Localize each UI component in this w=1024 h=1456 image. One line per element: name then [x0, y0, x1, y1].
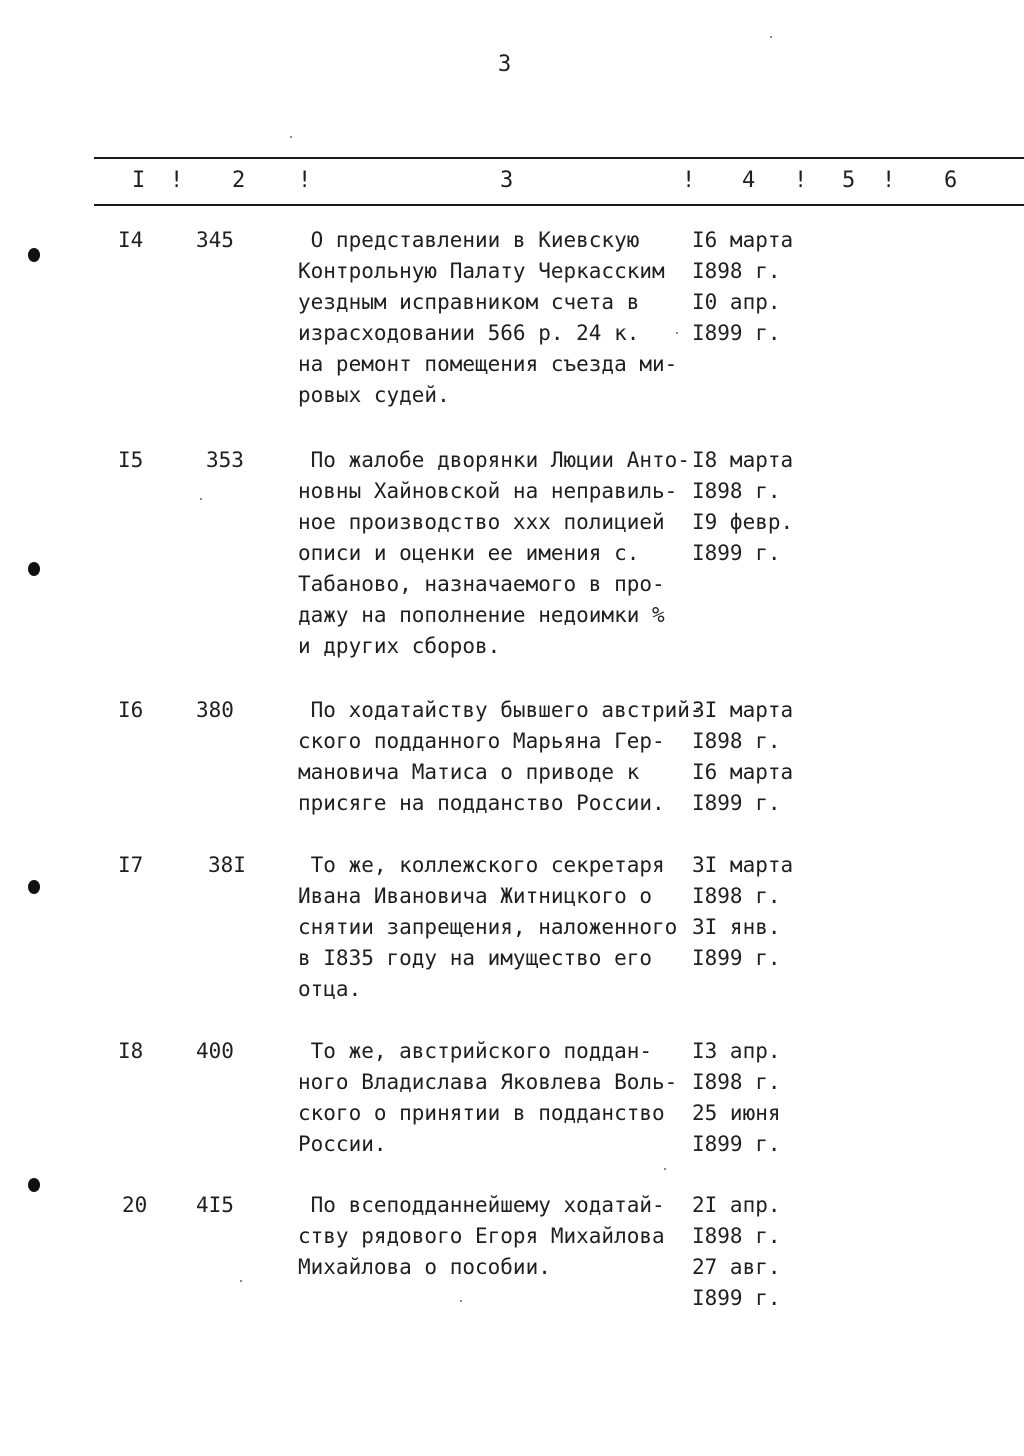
- punch-hole-mark: [28, 880, 40, 894]
- row-dates: [692, 695, 793, 819]
- row-number: I7: [118, 853, 144, 877]
- date-line: I898 г.: [692, 1070, 781, 1094]
- date-line: I3 апр.: [692, 1039, 781, 1063]
- description-line: мановича Матиса о приводе к: [298, 760, 640, 784]
- row-number: 20: [122, 1193, 148, 1217]
- page-number: 3: [498, 52, 512, 77]
- description-line: описи и оценки ее имения с.: [298, 541, 640, 565]
- description-line: Михайлова о пособии.: [298, 1255, 551, 1279]
- description-line: израсходовании 566 р. 24 к.: [298, 321, 640, 345]
- date-line: 2I апр.: [692, 1193, 781, 1217]
- date-line: 3I янв.: [692, 915, 781, 939]
- document-number: 38I: [208, 853, 246, 877]
- description-line: По жалобе дворянки Люции Анто-: [298, 448, 690, 472]
- description-line: уездным исправником счета в: [298, 290, 640, 314]
- date-line: 3I марта: [692, 698, 794, 722]
- date-line: I6 марта: [692, 760, 794, 784]
- date-line: 3I марта: [692, 853, 794, 877]
- date-line: I899 г.: [692, 1132, 781, 1156]
- date-line: I898 г.: [692, 884, 781, 908]
- description-line: Контрольную Палату Черкасским: [298, 259, 665, 283]
- document-number: 345: [196, 228, 234, 252]
- header-col-5: 5: [842, 168, 856, 193]
- date-line: I898 г.: [692, 729, 781, 753]
- description-line: отца.: [298, 977, 362, 1001]
- description-line: ского о принятии в подданство: [298, 1101, 665, 1125]
- description-line: России.: [298, 1132, 387, 1156]
- header-separator: !: [882, 168, 896, 193]
- header-col-6: 6: [944, 168, 958, 193]
- description-line: присяге на подданство России.: [298, 791, 665, 815]
- date-line: I899 г.: [692, 791, 781, 815]
- row-number: I6: [118, 698, 144, 722]
- date-line: 27 авг.: [692, 1255, 781, 1279]
- description-line: ству рядового Егоря Михайлова: [298, 1224, 665, 1248]
- row-description: [298, 1036, 688, 1160]
- description-line: на ремонт помещения съезда ми-: [298, 352, 678, 376]
- description-line: дажу на пополнение недоимки %: [298, 603, 665, 627]
- header-separator: !: [682, 168, 696, 193]
- scan-speck: [770, 36, 772, 38]
- date-line: I6 марта: [692, 228, 794, 252]
- row-dates: [692, 850, 793, 974]
- header-rule-top: [94, 157, 1024, 159]
- punch-hole-mark: [28, 1178, 40, 1192]
- scan-speck: [240, 1280, 242, 1282]
- date-line: I898 г.: [692, 259, 781, 283]
- description-line: О представлении в Киевскую: [298, 228, 640, 252]
- document-number: 353: [206, 448, 244, 472]
- description-line: ровых судей.: [298, 383, 450, 407]
- row-description: [298, 695, 703, 819]
- row-dates: [692, 445, 793, 569]
- date-line: I899 г.: [692, 1286, 781, 1310]
- row-number: I4: [118, 228, 144, 252]
- date-line: 25 июня: [692, 1101, 781, 1125]
- description-line: новны Хайновской на неправиль-: [298, 479, 678, 503]
- date-line: I898 г.: [692, 1224, 781, 1248]
- punch-hole-mark: [28, 248, 40, 262]
- date-line: I899 г.: [692, 321, 781, 345]
- scan-speck: [460, 1300, 462, 1302]
- description-line: То же, коллежского секретаря: [298, 853, 665, 877]
- description-line: Табаново, назначаемого в про-: [298, 572, 665, 596]
- date-line: I9 февр.: [692, 510, 794, 534]
- row-description: [298, 225, 688, 411]
- document-number: 400: [196, 1039, 234, 1063]
- description-line: ного Владислава Яковлева Воль-: [298, 1070, 678, 1094]
- description-line: в I835 году на имущество его: [298, 946, 653, 970]
- description-line: То же, австрийского поддан-: [298, 1039, 653, 1063]
- header-separator: !: [298, 168, 312, 193]
- date-line: I0 апр.: [692, 290, 781, 314]
- scan-speck: [200, 498, 202, 500]
- row-description: [298, 1190, 688, 1283]
- header-separator: !: [170, 168, 184, 193]
- row-dates: [692, 1036, 781, 1160]
- scan-speck: [290, 136, 292, 138]
- document-number: 4I5: [196, 1193, 234, 1217]
- date-line: I898 г.: [692, 479, 781, 503]
- header-col-1: I: [132, 168, 146, 193]
- header-col-2: 2: [232, 168, 246, 193]
- description-line: ное производство ххх полицией: [298, 510, 665, 534]
- row-number: I5: [118, 448, 144, 472]
- description-line: и других сборов.: [298, 634, 501, 658]
- header-col-3: 3: [500, 168, 514, 193]
- punch-hole-mark: [28, 562, 40, 576]
- description-line: Ивана Ивановича Житницкого о: [298, 884, 653, 908]
- description-line: ского подданного Марьяна Гер-: [298, 729, 665, 753]
- row-dates: [692, 1190, 781, 1314]
- date-line: I899 г.: [692, 946, 781, 970]
- date-line: I8 марта: [692, 448, 794, 472]
- header-separator: !: [794, 168, 808, 193]
- row-description: [298, 445, 688, 662]
- description-line: снятии запрещения, наложенного: [298, 915, 678, 939]
- row-number: I8: [118, 1039, 144, 1063]
- header-rule-bottom: [94, 204, 1024, 206]
- scan-speck: [676, 332, 678, 334]
- date-line: I899 г.: [692, 541, 781, 565]
- description-line: По ходатайству бывшего австрий-: [298, 698, 703, 722]
- description-line: По всеподданнейшему ходатай-: [298, 1193, 665, 1217]
- document-number: 380: [196, 698, 234, 722]
- row-dates: [692, 225, 793, 349]
- header-col-4: 4: [742, 168, 756, 193]
- row-description: [298, 850, 688, 1005]
- scan-speck: [664, 1168, 666, 1170]
